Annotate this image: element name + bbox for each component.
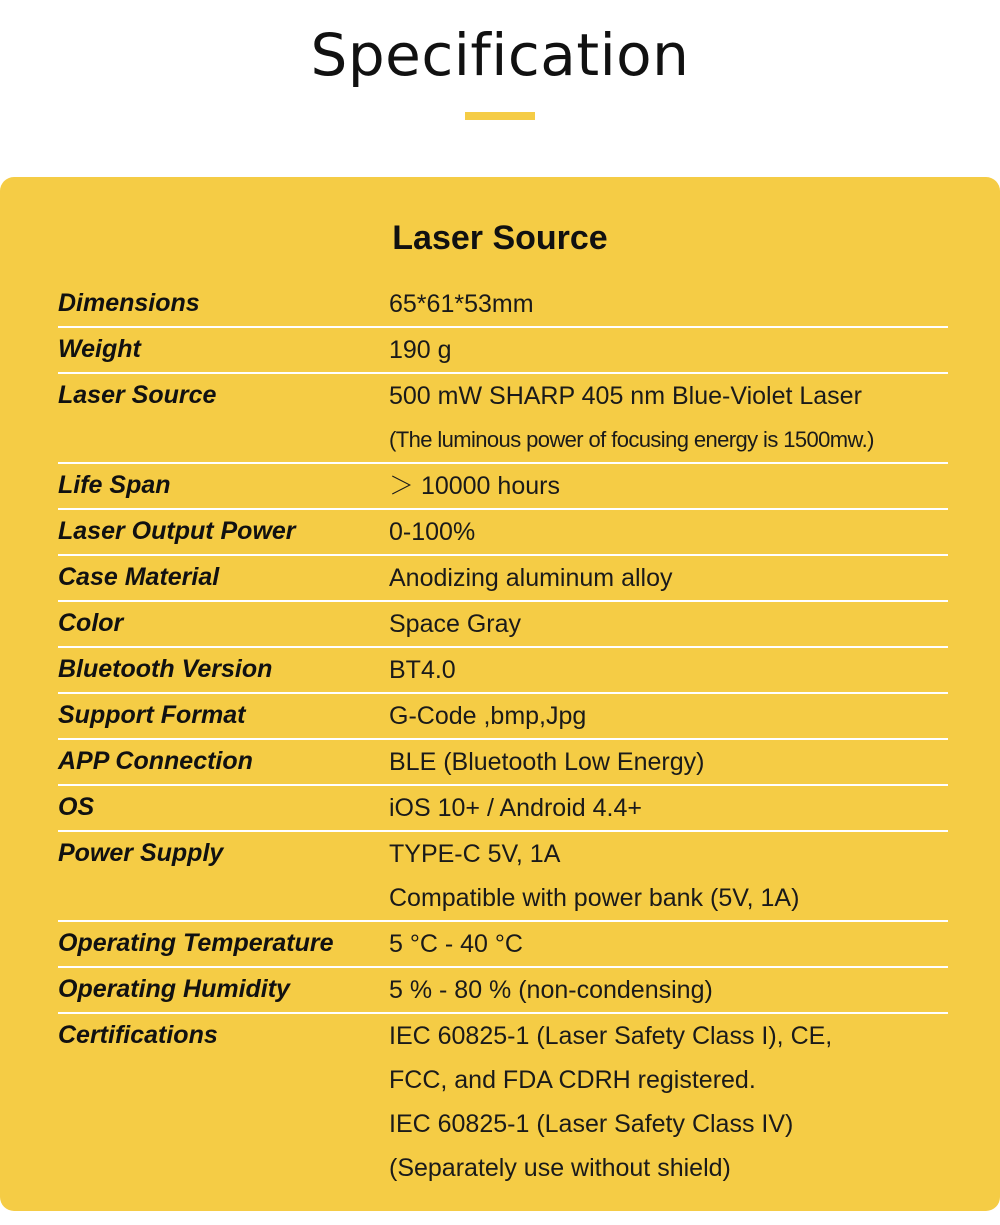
spec-value: Compatible with power bank (5V, 1A) — [389, 884, 800, 912]
spec-label: Power Supply — [58, 839, 224, 867]
spec-label: Weight — [58, 335, 141, 363]
spec-value: 190 g — [389, 336, 452, 364]
spec-row — [58, 510, 948, 556]
spec-values — [389, 740, 948, 784]
spec-label: Color — [58, 609, 124, 637]
spec-values — [389, 922, 948, 966]
spec-values — [389, 968, 948, 1012]
spec-value: ＞ 10000 hours — [389, 472, 560, 500]
spec-label: APP Connection — [58, 747, 253, 775]
spec-value: Space Gray — [389, 610, 522, 638]
spec-value: BT4.0 — [389, 656, 456, 684]
spec-values — [389, 282, 948, 326]
spec-label: Bluetooth Version — [58, 655, 273, 683]
spec-table — [58, 282, 948, 1190]
spec-row — [58, 648, 948, 694]
spec-row — [58, 922, 948, 968]
spec-value: 500 mW SHARP 405 nm Blue-Violet Laser — [389, 382, 862, 410]
spec-values — [389, 556, 948, 600]
section-heading: Laser Source — [392, 219, 608, 257]
spec-values — [389, 694, 948, 738]
spec-row — [58, 968, 948, 1014]
spec-row — [58, 282, 948, 328]
spec-row — [58, 464, 948, 510]
spec-row — [58, 374, 948, 464]
spec-row — [58, 694, 948, 740]
spec-value: IEC 60825-1 (Laser Safety Class IV) — [389, 1110, 794, 1138]
spec-value: G-Code ,bmp,Jpg — [389, 702, 587, 730]
spec-value: FCC, and FDA CDRH registered. — [389, 1066, 756, 1094]
spec-values — [389, 464, 948, 508]
spec-values — [389, 648, 948, 692]
spec-row — [58, 1014, 948, 1190]
spec-value: 0-100% — [389, 518, 476, 546]
spec-row — [58, 740, 948, 786]
spec-row — [58, 832, 948, 922]
spec-value: BLE (Bluetooth Low Energy) — [389, 748, 705, 776]
spec-values — [389, 510, 948, 554]
page-title: Specification — [310, 21, 690, 89]
spec-values — [389, 602, 948, 646]
spec-label: Operating Temperature — [58, 929, 334, 957]
spec-value: iOS 10+ / Android 4.4+ — [389, 794, 642, 822]
spec-value: 65*61*53mm — [389, 290, 534, 318]
spec-label: Laser Source — [58, 381, 217, 409]
spec-label: Operating Humidity — [58, 975, 290, 1003]
spec-label: Case Material — [58, 563, 220, 591]
spec-value: IEC 60825-1 (Laser Safety Class I), CE, — [389, 1022, 833, 1050]
spec-label: Life Span — [58, 471, 171, 499]
spec-label: Laser Output Power — [58, 517, 296, 545]
spec-label: OS — [58, 793, 95, 821]
spec-value: (The luminous power of focusing energy is 1500mw.) — [389, 427, 874, 452]
spec-values — [389, 328, 948, 372]
spec-row — [58, 602, 948, 648]
spec-value: TYPE-C 5V, 1A — [389, 840, 561, 868]
spec-label: Dimensions — [58, 289, 200, 317]
spec-value: 5 °C - 40 °C — [389, 930, 523, 958]
spec-value: 5 % - 80 % (non-condensing) — [389, 976, 713, 1004]
spec-row — [58, 556, 948, 602]
spec-values — [389, 374, 948, 462]
spec-row — [58, 786, 948, 832]
spec-values — [389, 1014, 948, 1190]
spec-label: Support Format — [58, 701, 246, 729]
spec-value: (Separately use without shield) — [389, 1154, 731, 1182]
spec-label: Certifications — [58, 1021, 218, 1049]
spec-value: Anodizing aluminum alloy — [389, 564, 673, 592]
spec-card — [0, 177, 1000, 1211]
spec-values — [389, 786, 948, 830]
spec-row — [58, 328, 948, 374]
title-underline — [465, 112, 535, 120]
spec-values — [389, 832, 948, 920]
